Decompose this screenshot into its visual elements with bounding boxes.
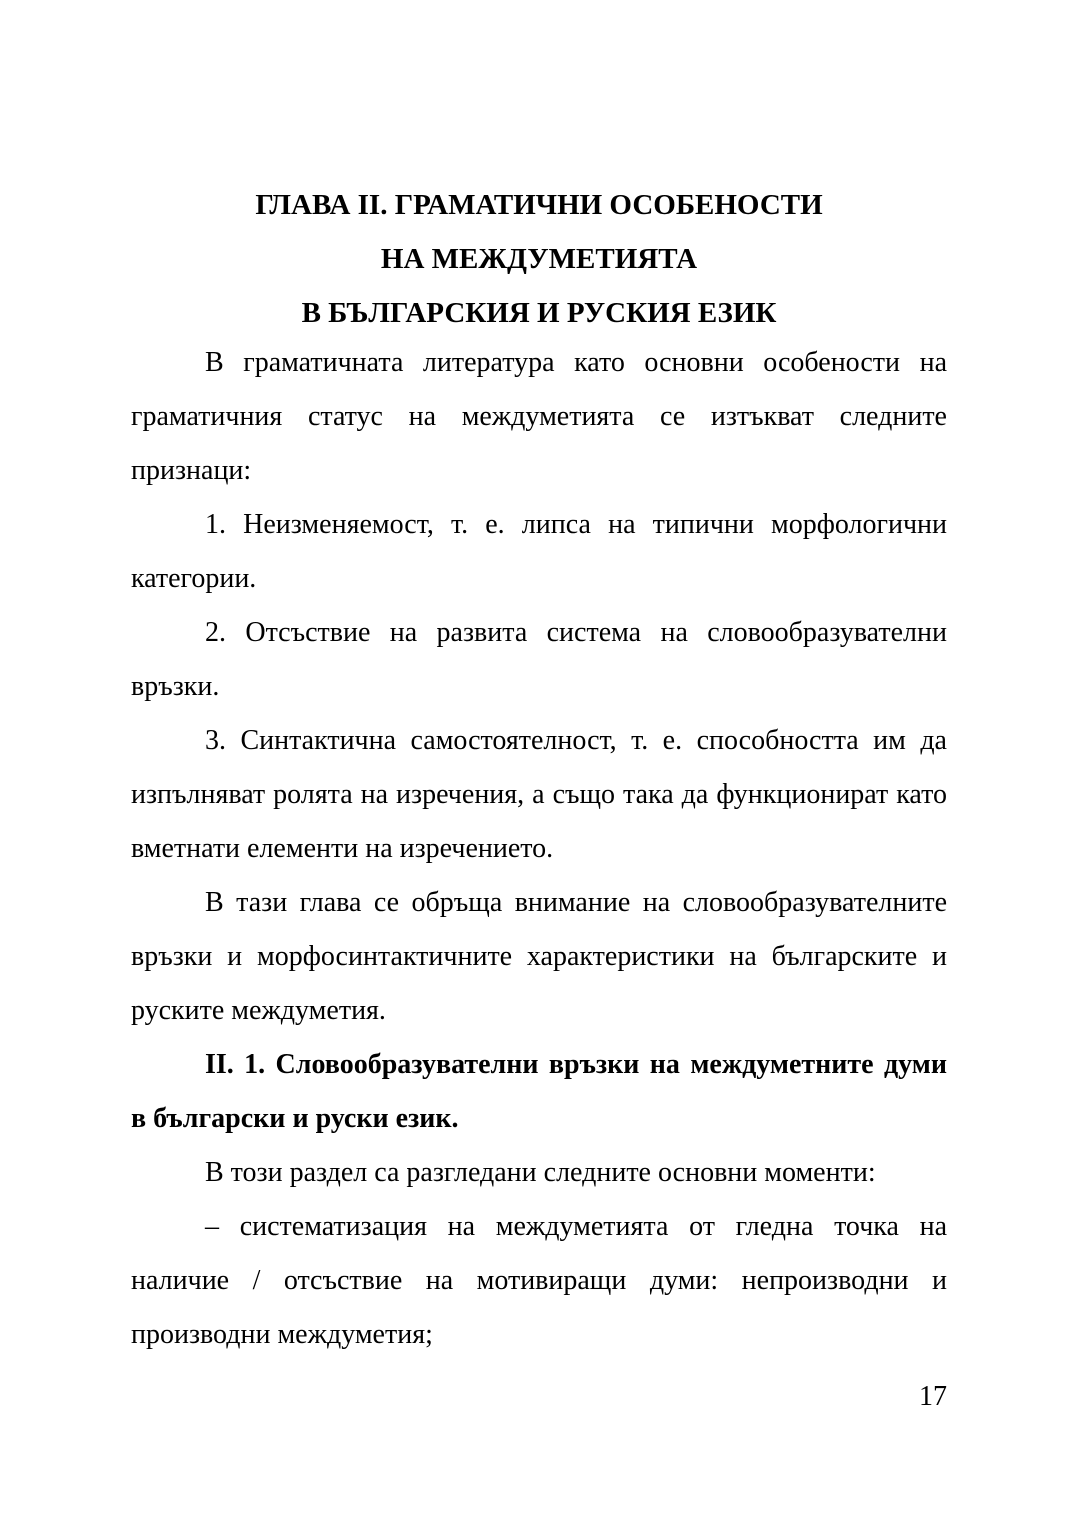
chapter-title-line-2: НА МЕЖДУМЕТИЯТА <box>380 243 698 275</box>
chapter-title-line-1: ГЛАВА II. ГРАМАТИЧНИ ОСОБЕНОСТИ <box>255 189 823 221</box>
list-item-2: 2. Отсъствие на развита система на словообразувателни връзки. <box>131 617 947 702</box>
paragraph-section-intro: В този раздел са разгледани следните основни моменти: <box>205 1157 876 1188</box>
paragraph-chapter-focus: В тази глава се обръща внимание на словообразувателните връзки и морфосинтактичните характеристики на българските и руските междуметия. <box>131 887 947 1026</box>
chapter-title-line-3: В БЪЛГАРСКИЯ И РУСКИЯ ЕЗИК <box>301 297 777 329</box>
chapter-title <box>131 178 947 340</box>
paragraph-intro: В граматичната литература като основни особености на граматичния статус на междуметията се изтъкват следните признаци: <box>131 347 947 486</box>
list-item-3: 3. Синтактична самостоятелност, т. е. способността им да изпълняват ролята на изречения, а също така да функционират като вметнати елементи на изречението. <box>131 725 947 864</box>
paragraph-dash-item: – систематизация на междуметията от гледна точка на наличие / отсъствие на мотивиращи думи: непроизводни и производни междуметия; <box>131 1211 947 1350</box>
list-item-1: 1. Неизменяемост, т. е. липса на типични морфологични категории. <box>131 509 947 594</box>
section-heading: II. 1. Словообразувателни връзки на междуметните думи в български и руски език. <box>131 1049 947 1134</box>
page-number: 17 <box>919 1381 947 1412</box>
body-text <box>131 336 947 1362</box>
